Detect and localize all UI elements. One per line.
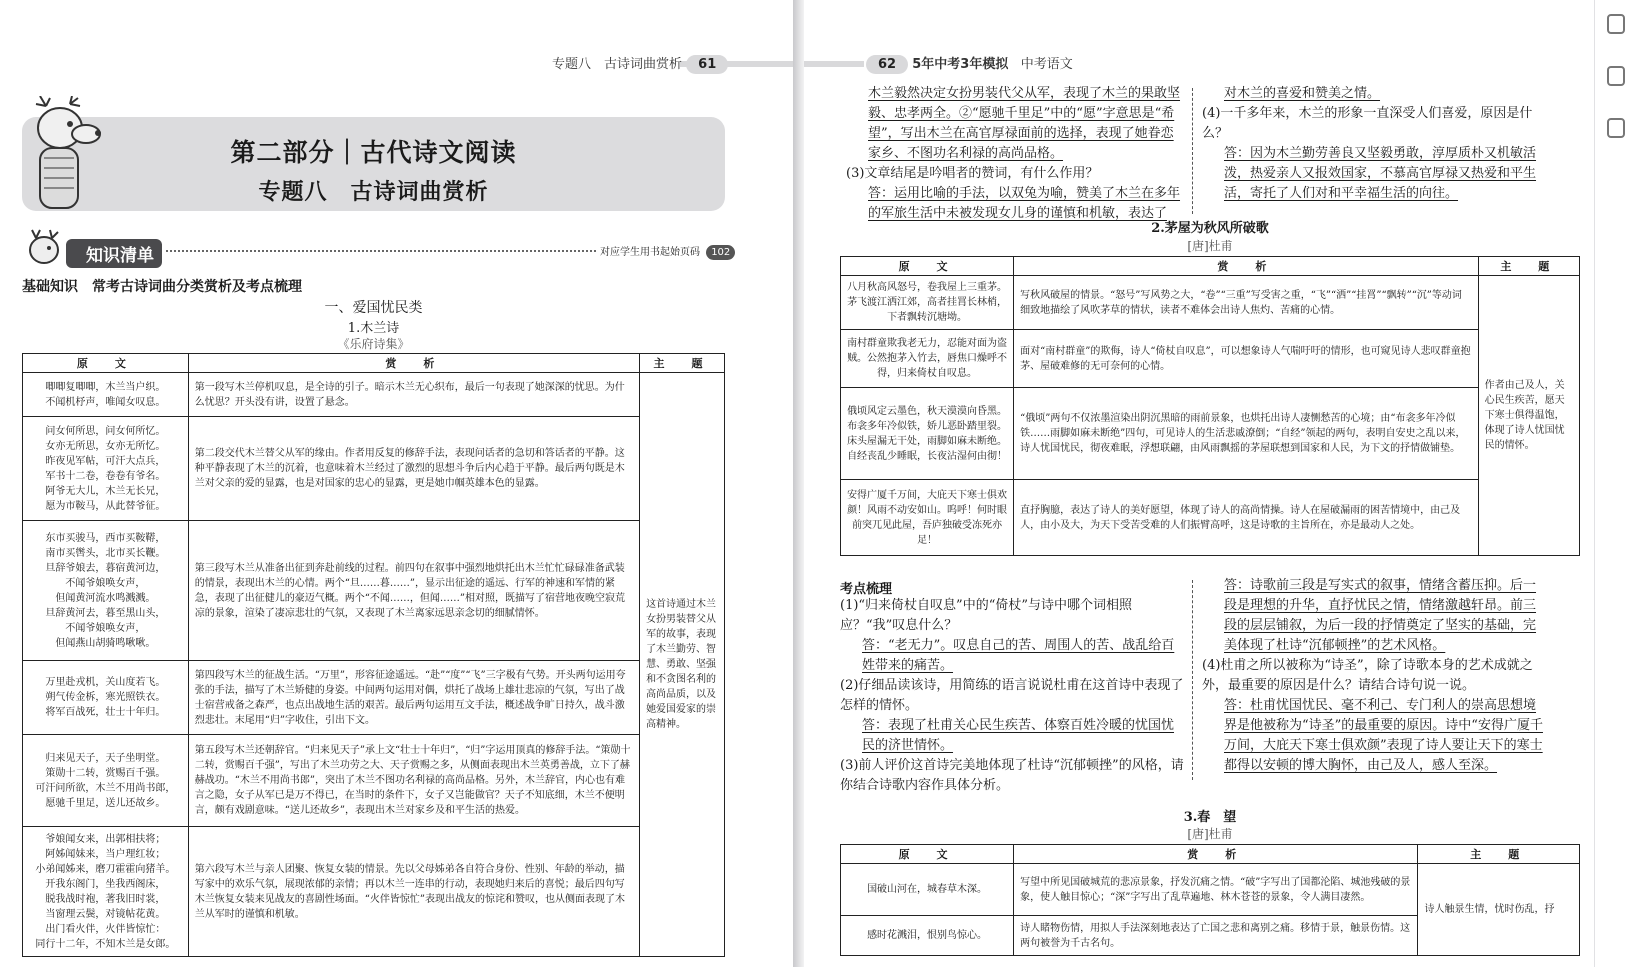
question-3: (3)文章结尾是吟唱者的赞词，有什么作用？	[846, 166, 1099, 181]
verse-cell: 爷娘闻女来，出郭相扶将； 阿姊闻妹来，当户理红妆； 小弟闻姊来，磨刀霍霍向猪羊。 开我东阁门，坐我西阁床， 脱我战时袍，著我旧时裳， 当窗理云鬓，对镜帖花黄。 出门看火伴，火伴皆惊忙： 同行十二年，不知木兰是女郎。	[23, 827, 189, 957]
right-page	[804, 0, 1594, 967]
section-tag-label: 知识清单	[66, 239, 162, 268]
running-head-bar	[804, 61, 864, 67]
verse-cell: 八月秋高风怒号，卷我屋上三重茅。茅飞渡江洒江郊，高者挂罥长林梢，下者飘转沉塘坳。	[841, 276, 1014, 330]
mulan-answers-right	[1202, 84, 1542, 204]
analysis-cell: “俄顷”两句不仅浓墨渲染出阴沉黑暗的雨前景象，也烘托出诗人凄恻愁苦的心境；由“布衾多年冷似铁……雨脚如麻未断绝”四句，可见诗人的生活悲戚潦倒；“自经”领起的两句，表明自安史之乱以来，诗人忧国忧民，彻夜难眠，浮想联翩，由风雨飘摇的茅屋联想到国家和人民，为下文的抒情做铺垫。	[1014, 388, 1479, 480]
exam-questions-right	[1202, 576, 1544, 776]
exam-question: (3)前人评价这首诗完美地体现了杜诗“沉郁顿挫”的风格，请你结合诗歌内容作具体分析。	[840, 758, 1184, 793]
column-divider	[1192, 88, 1193, 214]
header-analysis: 赏 析	[1014, 845, 1418, 864]
analysis-cell: 写望中所见国破城荒的悲凉景象，抒发沉痛之情。“破”字写出了国都沦陷、城池残破的景象，使人触目惊心；“深”字写出了乱草遍地、林木苍苍的景象，令人满目凄然。	[1014, 864, 1418, 916]
verse-cell: 俄顷风定云墨色，秋天漠漠向昏黑。布衾多年冷似铁，娇儿恶卧踏里裂。床头屋漏无干处，雨脚如麻未断绝。自经丧乱少睡眠，长夜沾湿何由彻！	[841, 388, 1014, 480]
header-theme: 主 题	[1478, 257, 1579, 276]
question-4: (4)一千多年来，木兰的形象一直深受人们喜爱，原因是什么？	[1202, 106, 1533, 141]
mulan-table	[22, 353, 725, 957]
book-title: 5年中考3年模拟	[912, 57, 1009, 72]
chunwang-table	[840, 844, 1580, 956]
exam-answer: 答：“老无力”。叹息自己的苦、周围人的苦、战乱给百姓带来的痛苦。	[862, 638, 1175, 673]
table-row	[23, 827, 725, 957]
book-gutter	[793, 0, 804, 967]
part-title: 第二部分｜古代诗文阅读	[230, 138, 517, 167]
verse-cell: 归来见天子，天子坐明堂。 策勋十二转，赏赐百千强。 可汗问所欲，木兰不用尚书郎， 愿驰千里足，送儿还故乡。	[23, 735, 189, 827]
deer-head-icon	[22, 228, 72, 268]
table-row	[23, 373, 725, 417]
table-row	[841, 388, 1580, 480]
exam-answer: 答：诗歌前三段是写实式的叙事，情绪含蓄压抑。后一段是理想的升华，直抒忧民之情，情绪激越轩昂。前三段的层层铺叙，为后一段的抒情奠定了坚实的基础，完美体现了杜诗“沉郁顿挫”的艺术风格。	[1224, 578, 1537, 653]
analysis-cell: 第三段写木兰从准备出征到奔赴前线的过程。前四句在叙事中强烈地烘托出木兰忙忙碌碌准备武装的情景，表现出木兰的心情。两个“旦……暮……”，显示出征途的遥远、行军的神速和军情的紧急，表现了出征健儿的豪迈气概。两个“不闻……，但闻……”相对照，既描写了宿营地夜晚空寂荒凉的景象，渲染了凄凉悲壮的气氛，又表现了木兰离家远思亲念切的细腻情怀。	[188, 521, 639, 661]
exam-answer: 答：表现了杜甫关心民生疾苦、体察百姓冷暖的忧国忧民的济世情怀。	[862, 718, 1175, 753]
dotted-divider	[166, 250, 596, 252]
running-head-title: 专题八 古诗词曲赏析	[552, 57, 683, 72]
poem-source: 《乐府诗集》	[337, 337, 410, 351]
analysis-cell: 第二段交代木兰替父从军的缘由。作者用反复的修辞手法，表现问话者的急切和答话者的平静。这种平静表现了木兰的沉着，也意味着木兰经过了激烈的思想斗争后内心趋于平静。最后两句既是木兰对父亲的爱的显露，也是对国家的忠心的显露，更是她巾帼英雄本色的显露。	[188, 417, 639, 521]
header-theme: 主 题	[640, 354, 725, 373]
subject-title: 中考语文	[1020, 57, 1073, 72]
exam-questions-left	[840, 596, 1186, 796]
part-banner	[22, 117, 725, 211]
analysis-cell: 写秋风破屋的情景。“怒号”写风势之大，“卷”“三重”写受害之重，“飞”“洒”“挂罥”“飘转”“沉”等动词细致地描绘了风吹茅草的情状，读者不难体会出诗人焦灼、苦痛的心情。	[1014, 276, 1479, 330]
verse-cell: 问女何所思，问女何所忆。 女亦无所思，女亦无所忆。 昨夜见军帖，可汗大点兵， 军书十二卷，卷卷有爷名。 阿爷无大儿，木兰无长兄， 愿为市鞍马，从此替爷征。	[23, 417, 189, 521]
running-head-left	[552, 53, 728, 74]
poem3-source: [唐]杜甫	[1187, 827, 1233, 841]
left-page	[0, 0, 793, 967]
theme-cell: 作者由己及人，关心民生疾苦，愿天下寒士俱得温饱，体现了诗人忧国忧民的情怀。	[1478, 276, 1579, 556]
verse-cell: 万里赴戎机，关山度若飞。 朔气传金柝，寒光照铁衣。 将军百战死，壮士十年归。	[23, 661, 189, 735]
running-head-right	[866, 53, 1073, 74]
copy-icon[interactable]	[1607, 14, 1625, 34]
mulan-answers-left	[846, 84, 1184, 224]
table-row	[841, 330, 1580, 388]
header-analysis: 赏 析	[188, 354, 639, 373]
header-original: 原 文	[23, 354, 189, 373]
basic-knowledge-heading: 基础知识 常考古诗词曲分类赏析及考点梳理	[22, 279, 302, 295]
deer-mascot-icon	[26, 96, 106, 216]
page-number: 62	[866, 55, 908, 74]
verse-cell: 东市买骏马，西市买鞍鞯， 南市买辔头，北市买长鞭。 旦辞爷娘去，暮宿黄河边， 不闻爷娘唤女声， 但闻黄河流水鸣溅溅。 旦辞黄河去，暮至黑山头， 不闻爷娘唤女声， 但闻燕山胡骑鸣啾啾。	[23, 521, 189, 661]
poem2-title: 2.茅屋为秋风所破歌	[1151, 221, 1269, 236]
analysis-cell: 面对“南村群童”的欺侮，诗人“倚杖自叹息”，可以想象诗人气喘吁吁的情形，也可窥见诗人悲叹群童抱茅、屋破难修的无可奈何的心情。	[1014, 330, 1479, 388]
analysis-cell: 第五段写木兰还朝辞官。“归来见天子”承上文“壮士十年归”，“归”字运用顶真的修辞手法。“策勋十二转，赏赐百千强”，写出了木兰功劳之大、天子赏赐之多，从侧面表现出木兰英勇善战，立下了赫赫战功。“木兰不用尚书郎”，突出了木兰不图功名利禄的高尚品格。另外，木兰辞官，内心也有难言之隐，女子从军已是万不得已，在当时的条件下，女子又岂能做官？天子不知底细，木兰不便明言，颇有戏剧意味。“送儿还故乡”，表现出木兰对家乡及和平生活的热爱。	[188, 735, 639, 827]
exam-question: (2)仔细品读该诗，用简练的语言说说杜甫在这首诗中表现了怎样的情怀。	[840, 678, 1184, 713]
analysis-cell: 直抒胸臆，表达了诗人的美好愿望，体现了诗人的高尚情操。诗人在屋破漏雨的困苦情境中，由己及人，由小及大，为天下受苦受难的人们振臂高呼，这是诗歌的主旨所在，亦是最动人之处。	[1014, 480, 1479, 556]
poem2-source: [唐]杜甫	[1187, 239, 1233, 253]
reference-text: 对应学生用书起始页码	[600, 247, 700, 258]
column-divider	[1192, 580, 1193, 780]
page-number: 61	[686, 55, 728, 74]
answer-3: 答：运用比喻的手法，以双兔为喻，赞美了木兰在多年的军旅生活中未被发现女儿身的谨慎和机敏，表达了	[868, 186, 1181, 221]
app-side-toolbar	[1594, 0, 1631, 967]
exam-question: (1)“归来倚杖自叹息”中的“倚杖”与诗中哪个词相照应？“我”叹息什么？	[840, 598, 1132, 633]
verse-cell: 国破山河在，城春草木深。	[841, 864, 1014, 916]
table-row	[841, 276, 1580, 330]
table-row	[841, 864, 1580, 916]
verse-cell: 感时花溅泪，恨别鸟惊心。	[841, 916, 1014, 956]
header-original: 原 文	[841, 845, 1014, 864]
answer-4: 答：因为木兰勤劳善良又坚毅勇敢，淳厚质朴又机敏活泼，热爱亲人又报效国家，不慕高官厚禄又热爱和平生活，寄托了人们对和平幸福生活的向往。	[1224, 146, 1537, 201]
header-original: 原 文	[841, 257, 1014, 276]
exam-points-heading: 考点梳理	[840, 582, 893, 597]
theme-cell: 这首诗通过木兰女扮男装替父从军的故事，表现了木兰勤劳、智慧、勇敢、坚强和不贪图名利的高尚品质，以及她爱国爱家的崇高精神。	[640, 373, 725, 957]
theme-cell: 诗人触景生情，忧时伤乱，抒	[1418, 864, 1580, 956]
answer-continuation: 木兰毅然决定女扮男装代父从军，表现了木兰的果敢坚毅、忠孝两全。②“愿驰千里足”中的“愿”字意思是“希望”，写出木兰在高官厚禄面前的选择，表现了她眷恋家乡、不图功名利禄的高尚品格。	[868, 86, 1181, 161]
maowu-table	[840, 256, 1580, 556]
exam-answer: 答：杜甫忧国忧民、毫不利己、专门利人的崇高思想境界是他被称为“诗圣”的最重要的原因。诗中“安得广厦千万间，大庇天下寒士俱欢颜”表现了诗人要让天下的寒士都得以安顿的博大胸怀，由己及人，感人至深。	[1224, 698, 1543, 773]
table-row	[23, 735, 725, 827]
poem-title: 1.木兰诗	[347, 321, 400, 336]
table-row	[23, 417, 725, 521]
table-row	[23, 521, 725, 661]
verse-cell: 唧唧复唧唧，木兰当户织。 不闻机杼声，唯闻女叹息。	[23, 373, 189, 417]
topic-title: 专题八 古诗词曲赏析	[258, 179, 489, 205]
knowledge-list-tag	[22, 236, 162, 266]
reference-page-badge: 102	[706, 245, 735, 260]
header-theme: 主 题	[1418, 845, 1580, 864]
reference-note	[600, 243, 735, 260]
table-row	[841, 480, 1580, 556]
table-row	[23, 661, 725, 735]
verse-cell: 安得广厦千万间，大庇天下寒士俱欢颜！风雨不动安如山。呜呼！何时眼前突兀见此屋，吾庐独破受冻死亦足！	[841, 480, 1014, 556]
category-heading: 一、爱国忧民类	[324, 300, 423, 316]
header-analysis: 赏 析	[1014, 257, 1479, 276]
analysis-cell: 诗人睹物伤情，用拟人手法深刻地表达了亡国之悲和离别之痛。移情于景，触景伤情。这两句被誉为千古名句。	[1014, 916, 1418, 956]
analysis-cell: 第六段写木兰与亲人团聚、恢复女装的情景。先以父母姊弟各自符合身份、性别、年龄的举动，描写家中的欢乐气氛，展现浓郁的亲情；再以木兰一连串的行动，表现她归来后的喜悦；最后四句写木兰恢复女装来见战友的喜剧性场面。“火伴皆惊忙”表现出战友的惊诧和赞叹，也从侧面表现了木兰从军时的谨慎和机敏。	[188, 827, 639, 957]
exam-question: (4)杜甫之所以被称为“诗圣”，除了诗歌本身的艺术成就之外，最重要的原因是什么？请结合诗句说一说。	[1202, 658, 1533, 693]
analysis-cell: 第一段写木兰停机叹息，是全诗的引子。暗示木兰无心织布，最后一句表现了她深深的忧思。为什么忧思？开头没有讲，设置了悬念。	[188, 373, 639, 417]
poem3-title: 3.春 望	[1183, 810, 1237, 825]
copy-icon[interactable]	[1607, 66, 1625, 86]
answer-3-continuation: 对木兰的喜爱和赞美之情。	[1224, 86, 1381, 101]
verse-cell: 南村群童欺我老无力，忍能对面为盗贼。公然抱茅入竹去，唇焦口燥呼不得，归来倚杖自叹息。	[841, 330, 1014, 388]
analysis-cell: 第四段写木兰的征战生活。“万里”，形容征途遥远。“赴”“度”“飞”三字极有气势。开头两句运用夸张的手法，描写了木兰矫健的身姿。中间两句运用对偶，烘托了战场上雄壮悲凉的气氛，写出了战士宿营戒备之森严，也点出战地生活的艰苦。最后两句运用互文手法，概述战争旷日持久，战斗激烈悲壮。末尾用“归”字收住，引出下文。	[188, 661, 639, 735]
copy-icon[interactable]	[1607, 118, 1625, 138]
